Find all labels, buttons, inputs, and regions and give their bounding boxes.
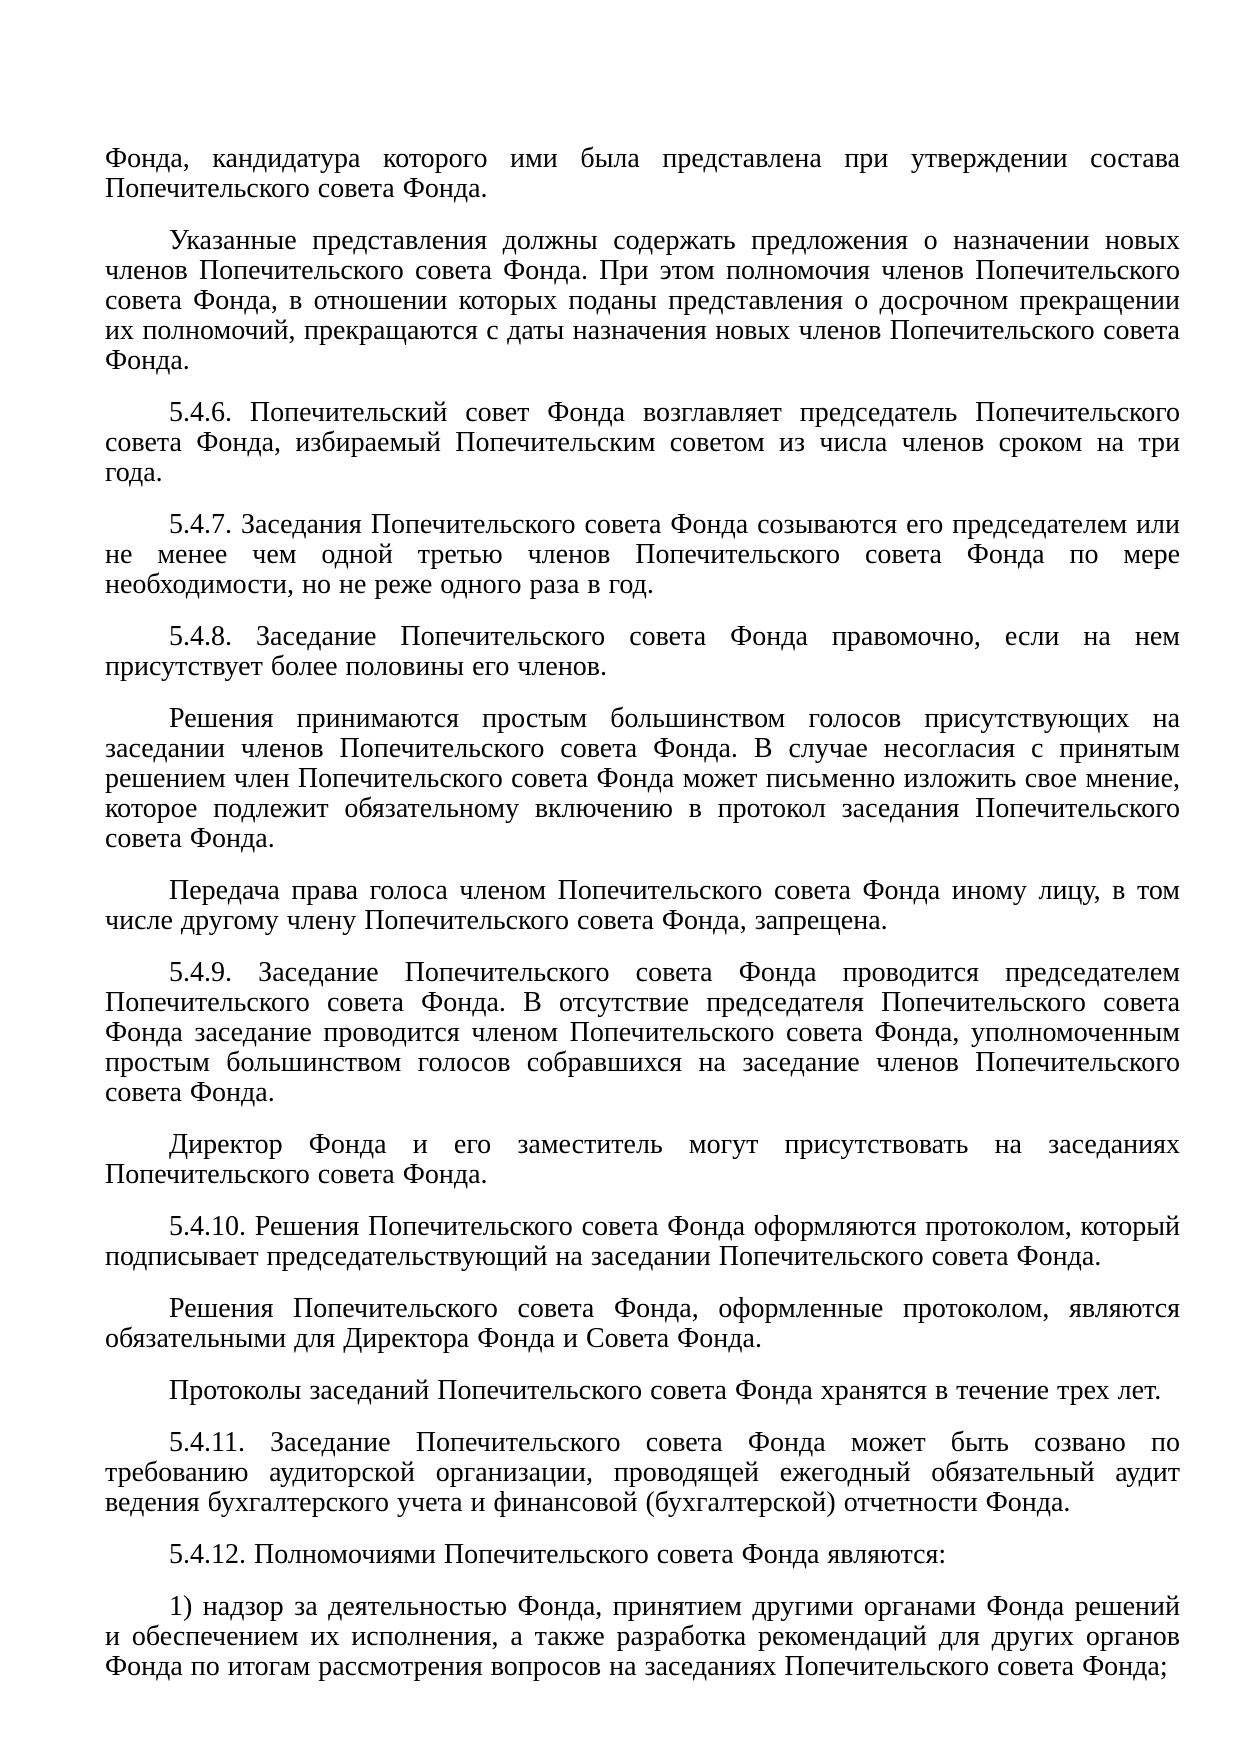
paragraph: Передача права голоса членом Попечительского совета Фонда иному лицу, в том числе другому члену Попечительского совета Фонда, запрещена. bbox=[105, 875, 1180, 936]
paragraph-clause-5-4-9: 5.4.9. Заседание Попечительского совета Фонда проводится председателем Попечительского совета Фонда. В отсутствие председателя Попечительского совета Фонда заседание проводится членом Попечительского совета Фонда, уполномоченным простым большинством голосов собравшихся на заседание членов Попечительского совета Фонда. bbox=[105, 957, 1180, 1108]
paragraph-continuation: Фонда, кандидатура которого ими была представлена при утверждении состава Попечительского совета Фонда. bbox=[105, 143, 1180, 204]
paragraph-clause-5-4-6: 5.4.6. Попечительский совет Фонда возглавляет председатель Попечительского совета Фонда, избираемый Попечительским советом из числа членов сроком на три года. bbox=[105, 397, 1180, 488]
paragraph-clause-5-4-12: 5.4.12. Полномочиями Попечительского совета Фонда являются: bbox=[169, 1539, 947, 1570]
paragraph-clause-5-4-8: 5.4.8. Заседание Попечительского совета Фонда правомочно, если на нем присутствует более половины его членов. bbox=[105, 621, 1180, 682]
paragraph-list-item-1: 1) надзор за деятельностью Фонда, принятием другими органами Фонда решений и обеспечением их исполнения, а также разработка рекомендаций для других органов Фонда по итогам рассмотрения вопросов на заседаниях Попечительского совета Фонда; bbox=[105, 1591, 1180, 1682]
paragraph-clause-5-4-7: 5.4.7. Заседания Попечительского совета Фонда созываются его председателем или не менее чем одной третью членов Попечительского совета Фонда по мере необходимости, но не реже одного раза в год. bbox=[105, 509, 1180, 600]
document-text-block bbox=[105, 144, 1180, 1682]
paragraph-clause-5-4-11: 5.4.11. Заседание Попечительского совета Фонда может быть созвано по требованию аудиторской организации, проводящей ежегодный обязательный аудит ведения бухгалтерского учета и финансовой (бухгалтерской) отчетности Фонда. bbox=[105, 1427, 1180, 1518]
paragraph: Решения Попечительского совета Фонда, оформленные протоколом, являются обязательными для Директора Фонда и Совета Фонда. bbox=[105, 1293, 1180, 1354]
paragraph-clause-5-4-10: 5.4.10. Решения Попечительского совета Фонда оформляются протоколом, который подписывает председательствующий на заседании Попечительского совета Фонда. bbox=[105, 1211, 1180, 1272]
paragraph: Указанные представления должны содержать предложения о назначении новых членов Попечительского совета Фонда. При этом полномочия членов Попечительского совета Фонда, в отношении которых поданы представления о досрочном прекращении их полномочий, прекращаются с даты назначения новых членов Попечительского совета Фонда. bbox=[105, 225, 1180, 376]
paragraph: Протоколы заседаний Попечительского совета Фонда хранятся в течение трех лет. bbox=[169, 1375, 1162, 1406]
paragraph: Решения принимаются простым большинством голосов присутствующих на заседании членов Попечительского совета Фонда. В случае несогласия с принятым решением член Попечительского совета Фонда может письменно изложить свое мнение, которое подлежит обязательному включению в протокол заседания Попечительского совета Фонда. bbox=[105, 703, 1180, 854]
paragraph: Директор Фонда и его заместитель могут присутствовать на заседаниях Попечительского совета Фонда. bbox=[105, 1129, 1180, 1190]
